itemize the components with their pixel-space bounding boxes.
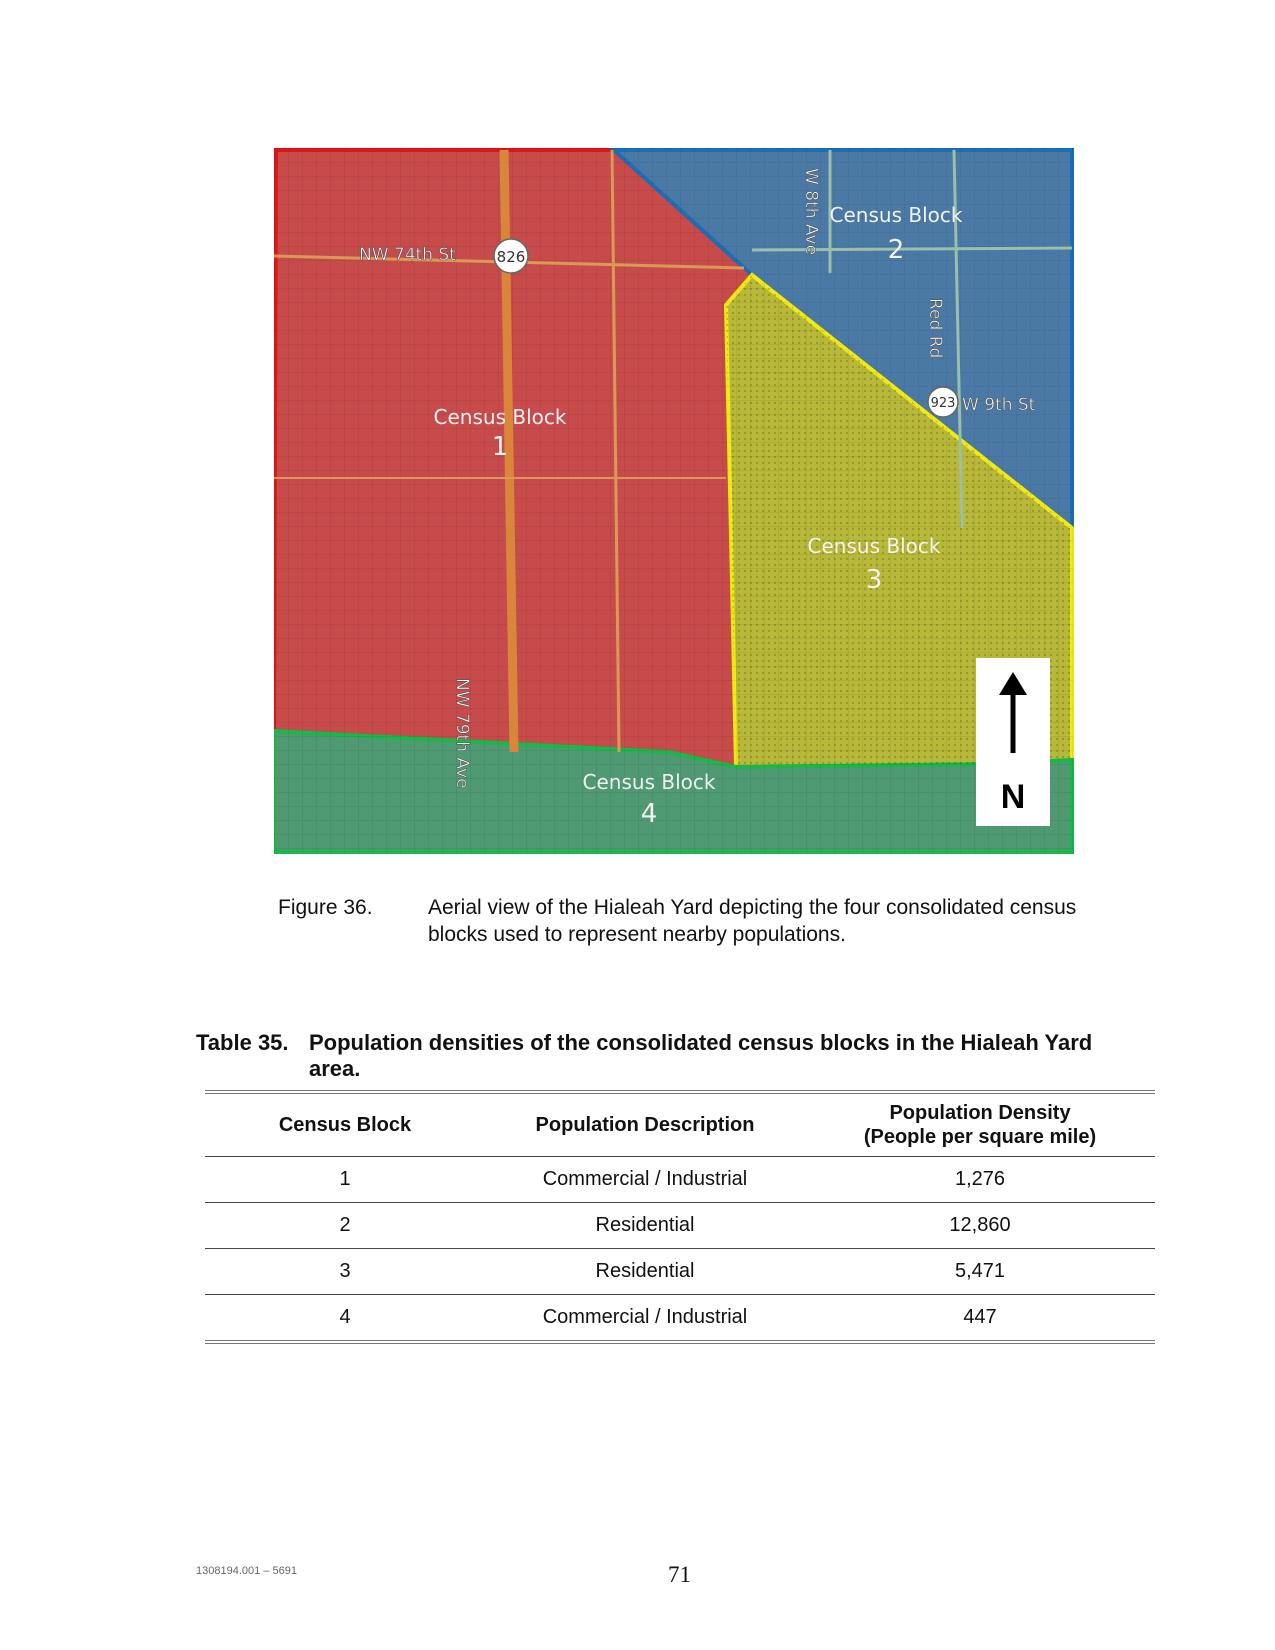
block-3-number: 3 [865, 565, 883, 595]
block-2-label: Census Block [829, 203, 963, 227]
table-row [205, 1203, 1155, 1249]
page-number: 71 [668, 1562, 691, 1587]
table-title-text: Population densities of the consolidated census blocks in the Hialeah Yard area. [309, 1030, 1093, 1081]
aerial-map-figure [274, 148, 1074, 854]
cell-description: Residential [485, 1203, 805, 1249]
cell-block: 4 [205, 1295, 485, 1343]
cell-description: Residential [485, 1249, 805, 1295]
cell-description: Commercial / Industrial [485, 1157, 805, 1203]
table-number: Table 35. [196, 1030, 289, 1055]
route-826-number: 826 [496, 248, 526, 266]
cell-density: 12,860 [805, 1203, 1155, 1249]
figure-caption-text: Aerial view of the Hialeah Yard depicting the four consolidated census blocks used to represent nearby populations. [428, 896, 1077, 946]
cell-block: 1 [205, 1157, 485, 1203]
document-id: 1308194.001 – 5691 [196, 1565, 297, 1577]
table-header-row [205, 1092, 1155, 1157]
population-density-table [205, 1090, 1155, 1344]
cell-block: 3 [205, 1249, 485, 1295]
cell-density: 447 [805, 1295, 1155, 1343]
road-east [752, 248, 1072, 250]
block-1-number: 1 [491, 432, 509, 462]
table-row [205, 1249, 1155, 1295]
road-label-w-8th-ave: W 8th Ave [801, 168, 821, 256]
north-arrow-label: N [1000, 778, 1026, 816]
table-row [205, 1295, 1155, 1343]
cell-density: 1,276 [805, 1157, 1155, 1203]
table-row [205, 1157, 1155, 1203]
cell-description: Commercial / Industrial [485, 1295, 805, 1343]
header-census-block: Census Block [278, 1114, 412, 1136]
figure-number: Figure 36. [278, 896, 373, 919]
road-label-nw-79th-ave: NW 79th Ave [452, 678, 472, 789]
block-4-label: Census Block [582, 770, 716, 794]
cell-density: 5,471 [805, 1249, 1155, 1295]
aerial-map [274, 148, 1074, 854]
block-4-number: 4 [640, 799, 658, 829]
block-1-label: Census Block [433, 405, 567, 429]
block-3-label: Census Block [807, 534, 941, 558]
cell-block: 2 [205, 1203, 485, 1249]
block-2-number: 2 [887, 235, 905, 265]
road-label-red-rd: Red Rd [925, 298, 945, 359]
header-population-description: Population Description [535, 1114, 755, 1136]
road-label-nw-74th-st: NW 74th St [359, 245, 456, 265]
road-label-w-9th-st: W 9th St [962, 395, 1036, 415]
route-923-number: 923 [930, 396, 956, 411]
header-population-density: Population Density (People per square mile) [863, 1102, 1097, 1148]
